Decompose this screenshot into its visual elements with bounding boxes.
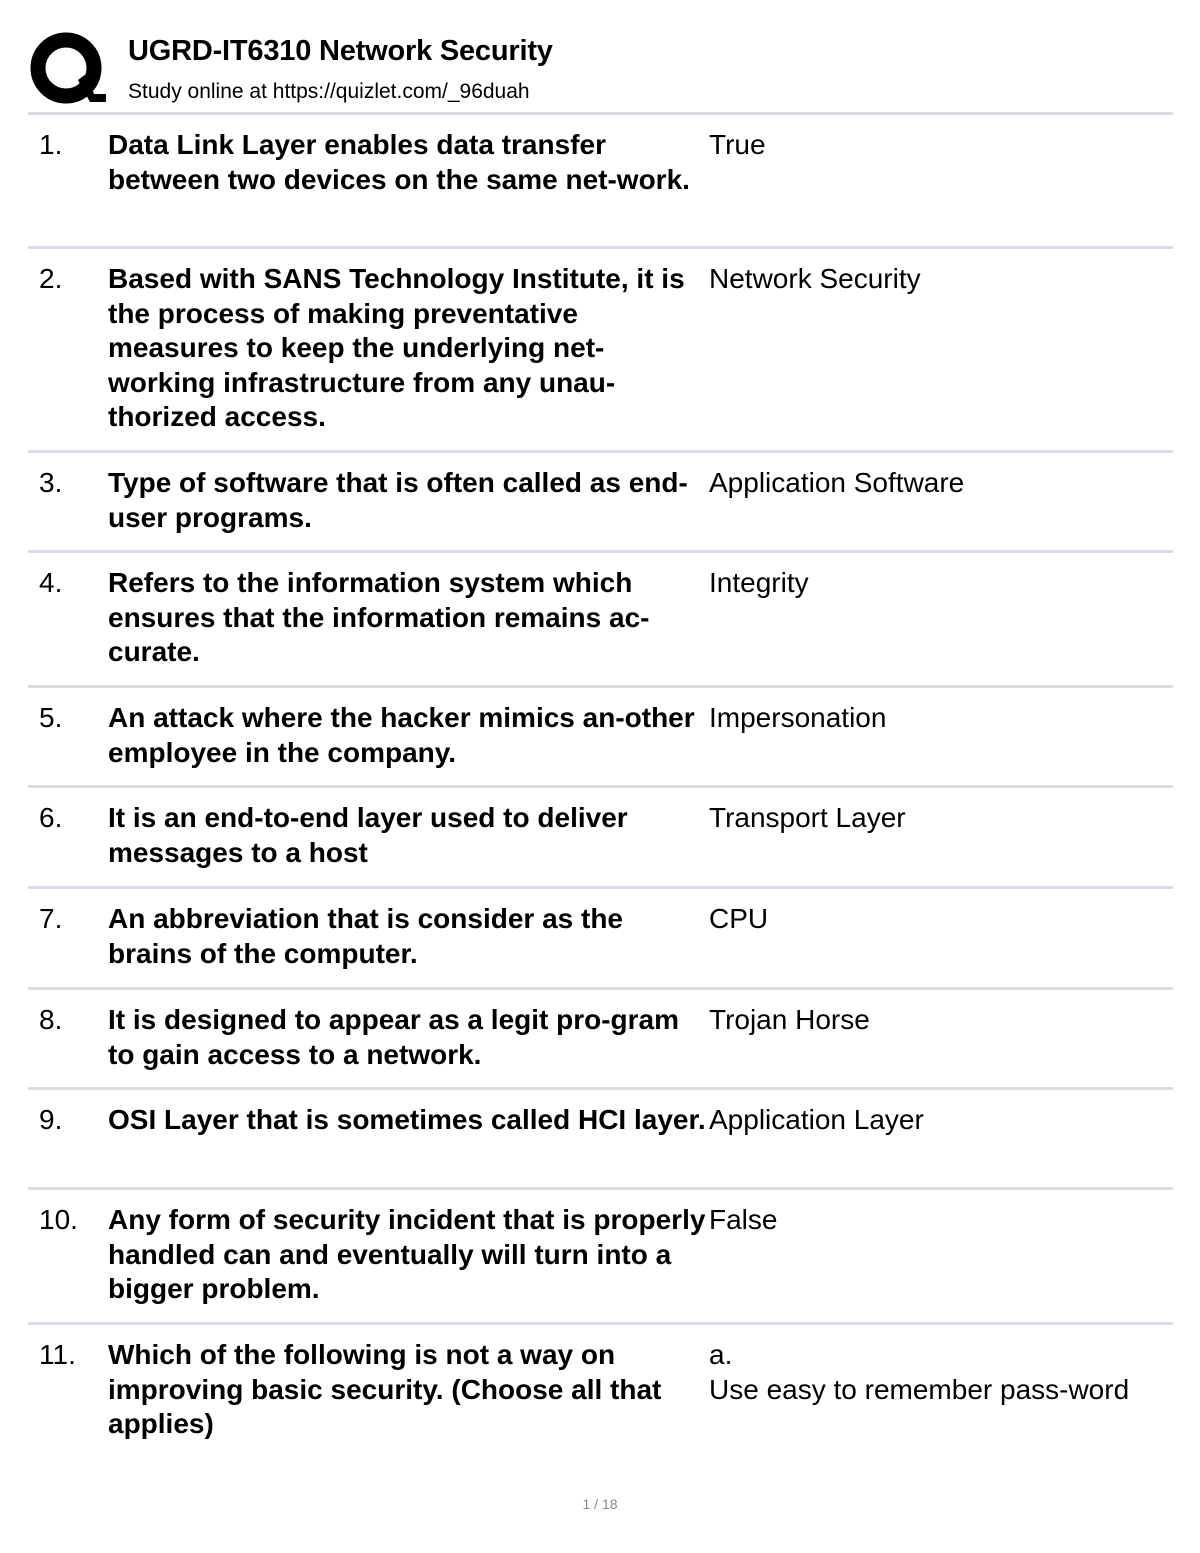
item-number: 6. — [39, 802, 63, 833]
flashcard-row — [28, 553, 1173, 688]
item-definition: Trojan Horse — [709, 1004, 870, 1035]
flashcard-row — [28, 1190, 1173, 1325]
item-term: An abbreviation that is consider as the brains of the computer. — [108, 903, 624, 969]
page-number: 1 / 18 — [582, 1496, 618, 1512]
item-term: Which of the following is not a way on improving basic security. (Choose all that applies) — [108, 1339, 662, 1439]
document-title: UGRD-IT6310 Network Security — [128, 35, 553, 67]
item-number: 7. — [39, 903, 63, 934]
item-term: OSI Layer that is sometimes called HCI layer. — [108, 1104, 706, 1135]
item-term: Data Link Layer enables data transfer between two devices on the same net-work. — [108, 129, 690, 195]
item-term: Type of software that is often called as end-user programs. — [108, 467, 688, 533]
item-definition: Network Security — [709, 263, 921, 294]
item-definition: Integrity — [709, 567, 809, 598]
item-number: 1. — [39, 129, 63, 160]
quizlet-q-icon — [28, 30, 108, 110]
item-number: 11. — [39, 1339, 76, 1370]
flashcard-row — [28, 115, 1173, 249]
item-term: An attack where the hacker mimics an-other employee in the company. — [108, 702, 695, 768]
flashcard-row — [28, 788, 1173, 889]
item-definition: True — [709, 129, 766, 160]
item-term: It is designed to appear as a legit pro-gram to gain access to a network. — [108, 1004, 680, 1070]
item-definition: Application Software — [709, 467, 965, 498]
item-definition: Impersonation — [709, 702, 887, 733]
flashcard-row — [28, 688, 1173, 788]
flashcard-row — [28, 1090, 1173, 1190]
item-definition: CPU — [709, 903, 769, 934]
page-header — [28, 24, 1173, 114]
item-term: It is an end-to-end layer used to deliver messages to a host — [108, 802, 628, 868]
item-number: 9. — [39, 1104, 63, 1135]
flashcard-row — [28, 889, 1173, 990]
item-definition: Transport Layer — [709, 802, 906, 833]
item-definition: a. Use easy to remember pass-word — [709, 1339, 1130, 1405]
item-term: Any form of security incident that is properly handled can and eventually will turn into a bigger problem. — [108, 1204, 706, 1304]
item-term: Based with SANS Technology Institute, it is the process of making preventative measures to keep the underlying net-working infrastructure from any unau-thorized access. — [108, 263, 685, 432]
flashcard-row — [28, 990, 1173, 1090]
item-number: 10. — [39, 1204, 78, 1235]
item-number: 2. — [39, 263, 63, 294]
item-number: 3. — [39, 467, 63, 498]
item-number: 5. — [39, 702, 63, 733]
item-number: 4. — [39, 567, 63, 598]
item-term: Refers to the information system which ensures that the information remains ac-curate. — [108, 567, 650, 667]
flashcard-row — [28, 249, 1173, 453]
study-link[interactable]: Study online at https://quizlet.com/_96duah — [128, 80, 530, 103]
flashcard-row — [28, 1325, 1173, 1455]
item-definition: False — [709, 1204, 778, 1235]
item-number: 8. — [39, 1004, 63, 1035]
flashcard-row — [28, 453, 1173, 553]
item-definition: Application Layer — [709, 1104, 924, 1135]
